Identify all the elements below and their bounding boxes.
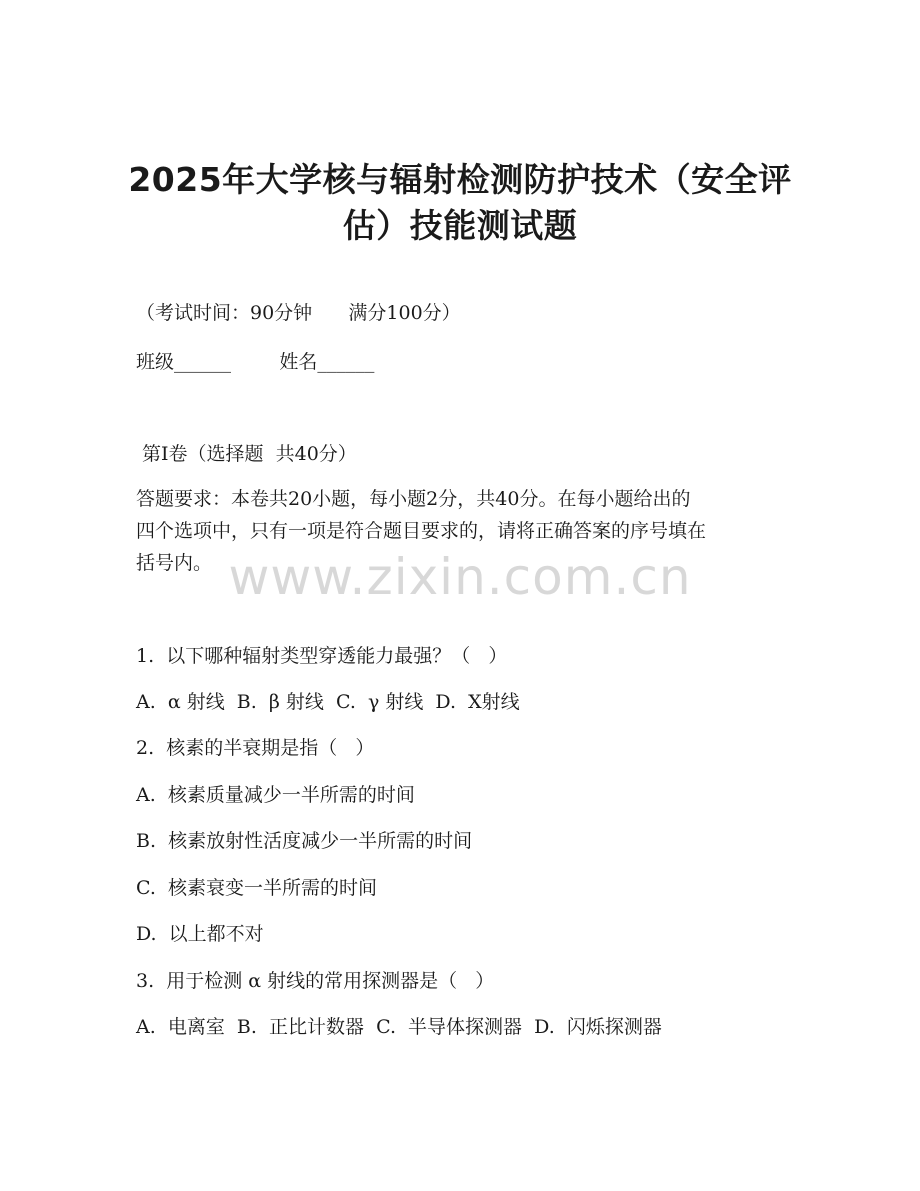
question-options: A. α 射线 B. β 射线 C. γ 射线 D. X射线 [136, 691, 520, 713]
watermark: www.zixin.com.cn [228, 548, 692, 606]
document-title-line-2: 估）技能测试题 [342, 206, 578, 245]
instructions-line: 四个选项中，只有一项是符合题目要求的，请将正确答案的序号填在 [136, 520, 707, 542]
question-option: C. 核素衰变一半所需的时间 [136, 877, 377, 899]
question-stem: 1. 以下哪种辐射类型穿透能力最强？（ ） [136, 645, 508, 667]
instructions-line: 答题要求：本卷共20小题，每小题2分，共40分。在每小题给出的 [136, 488, 691, 510]
question-option: D. 以上都不对 [136, 923, 264, 945]
instructions-line: 括号内。 [136, 552, 213, 574]
section-heading: 第Ⅰ卷（选择题 共40分） [136, 443, 357, 465]
question-options: A. 电离室 B. 正比计数器 C. 半导体探测器 D. 闪烁探测器 [136, 1016, 662, 1038]
question-option: B. 核素放射性活度减少一半所需的时间 [136, 830, 473, 852]
exam-info: （考试时间：90分钟 满分100分） [136, 302, 461, 324]
question-option: A. 核素质量减少一半所需的时间 [136, 784, 415, 806]
question-stem: 2. 核素的半衰期是指（ ） [136, 737, 375, 759]
student-fields: 班级______ 姓名______ [136, 351, 375, 373]
document-title-line-1: 2025年大学核与辐射检测防护技术（安全评 [128, 160, 792, 199]
question-stem: 3. 用于检测 α 射线的常用探测器是（ ） [136, 970, 495, 992]
